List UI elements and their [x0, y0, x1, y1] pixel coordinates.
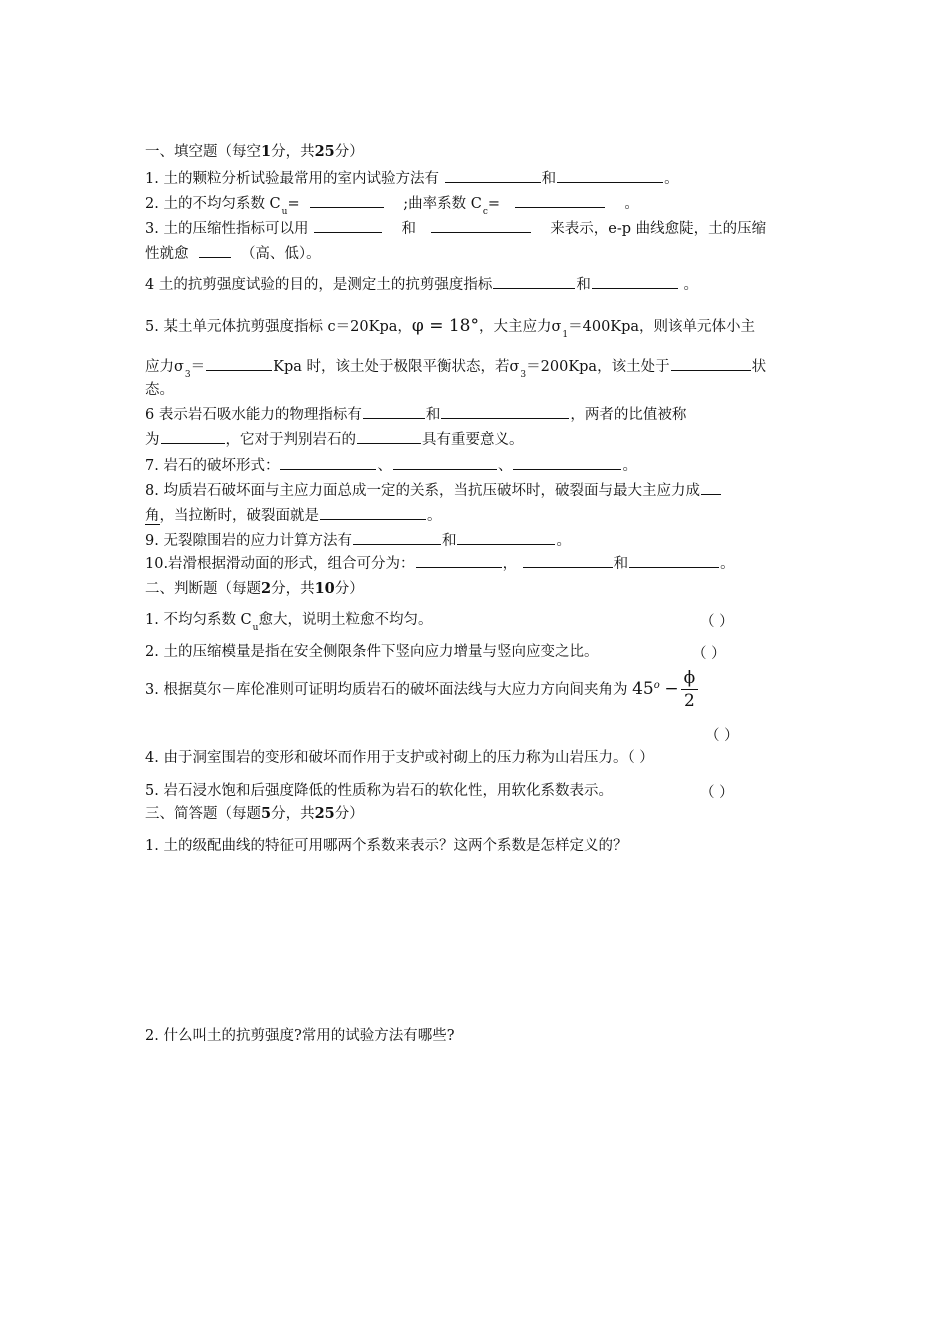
fill-question-8: 8. 均质岩石破坏面与主应力面总成一定的关系，当抗压破坏时，破裂面与最大主应力成: [145, 480, 722, 501]
answer-blank[interactable]: [280, 455, 376, 470]
answer-blank[interactable]: [441, 404, 569, 419]
answer-blank[interactable]: [314, 218, 382, 233]
fill-question-9: 9. 无裂隙围岩的应力计算方法有 和 。: [145, 530, 571, 551]
short-question-1: 1. 土的级配曲线的特征可用哪两个系数来表示？这两个系数是怎样定义的？: [145, 838, 628, 854]
fill-question-6-cont: 为 ，它对于判别岩石的 具有重要意义。: [145, 429, 524, 450]
fill-question-7: 7. 岩石的破坏形式： 、 、 。: [145, 455, 637, 476]
answer-paren[interactable]: （ ）: [700, 785, 734, 801]
answer-blank[interactable]: [363, 404, 425, 419]
answer-blank[interactable]: [493, 274, 575, 289]
fill-question-1: 1. 土的颗粒分析试验最常用的室内试验方法有 和 。: [145, 168, 679, 189]
fill-question-8-cont: 角，当拉断时，破裂面就是 。: [145, 505, 442, 526]
answer-blank[interactable]: [592, 274, 678, 289]
answer-paren[interactable]: （ ）: [692, 646, 726, 662]
answer-blank[interactable]: [457, 530, 555, 545]
answer-blank[interactable]: [310, 193, 384, 208]
answer-blank[interactable]: [199, 243, 231, 258]
answer-blank[interactable]: [393, 455, 497, 470]
fill-question-6: 6 表示岩石吸水能力的物理指标有 和 ，两者的比值被称: [145, 404, 686, 425]
answer-blank[interactable]: [557, 168, 663, 183]
answer-blank[interactable]: [416, 553, 502, 568]
answer-blank[interactable]: [445, 168, 541, 183]
answer-paren[interactable]: （ ）: [700, 614, 734, 630]
answer-blank[interactable]: [515, 193, 605, 208]
fill-question-5-cont: 应力$\sigma_3=$ Kpa 时，该土处于极限平衡状态，若$\sigma_3=200Kpa$，该土处于 状: [145, 356, 766, 379]
answer-paren[interactable]: （ ）: [705, 728, 739, 744]
answer-blank[interactable]: [357, 429, 421, 444]
fill-question-10: 10.岩滑根据滑动面的形式，组合可分为： ， 和 。: [145, 553, 735, 574]
answer-blank[interactable]: [353, 530, 441, 545]
fill-question-3-cont: 性就愈 （高、低）。: [145, 243, 321, 264]
answer-paren[interactable]: （ ）: [627, 750, 654, 766]
fill-question-3: 3. 土的压缩性指标可以用 和 来表示，e-p 曲线愈陡，土的压缩: [145, 218, 766, 239]
answer-blank[interactable]: [320, 505, 426, 520]
phi-over-2-fraction: $\frac{\phi}{2}$: [681, 667, 699, 712]
short-question-2: 2. 什么叫土的抗剪强度?常用的试验方法有哪些?: [145, 1028, 455, 1044]
judge-question-3: 3. 根据莫尔－库伦准则可证明均质岩石的破坏面法线与大应力方向间夹角为 45$^o$ − $\frac{\phi}{2}$: [145, 662, 698, 714]
judge-question-1: 1. 不均匀系数 $C_u$愈大，说明土粒愈不均匀。: [145, 612, 433, 633]
fill-question-5-end: 态。: [145, 382, 174, 398]
answer-blank[interactable]: [629, 553, 719, 568]
section2-heading: 二、判断题（每题2分，共10分）: [145, 580, 364, 597]
answer-blank[interactable]: [431, 218, 531, 233]
judge-question-4: 4. 由于洞室围岩的变形和破坏而作用于支护或衬砌上的压力称为山岩压力。（ ）: [145, 750, 654, 766]
answer-blank[interactable]: [206, 356, 272, 371]
judge-question-2: 2. 土的压缩模量是指在安全侧限条件下竖向应力增量与竖向应变之比。: [145, 644, 599, 660]
fill-question-2: 2. 土的不均匀系数 $C_u=$ ;曲率系数 $C_c=$ 。: [145, 193, 639, 216]
answer-blank[interactable]: [513, 455, 621, 470]
fill-question-5: 5. 某土单元体抗剪强度指标 c＝20Kpa，φ = 18°，大主应力$\sigma_1=400Kpa$，则该单元体小主: [145, 316, 756, 340]
answer-blank[interactable]: [701, 480, 721, 495]
judge-question-5: 5. 岩石浸水饱和后强度降低的性质称为岩石的软化性，用软化系数表示。: [145, 783, 613, 799]
answer-blank[interactable]: [671, 356, 751, 371]
section3-heading: 三、简答题（每题5分，共25分）: [145, 805, 364, 822]
answer-blank[interactable]: [523, 553, 613, 568]
section1-heading: 一、填空题（每空1分，共25分）: [145, 143, 364, 160]
answer-blank[interactable]: [161, 429, 225, 444]
fill-question-4: 4 土的抗剪强度试验的目的，是测定土的抗剪强度指标 和 。: [145, 274, 698, 295]
